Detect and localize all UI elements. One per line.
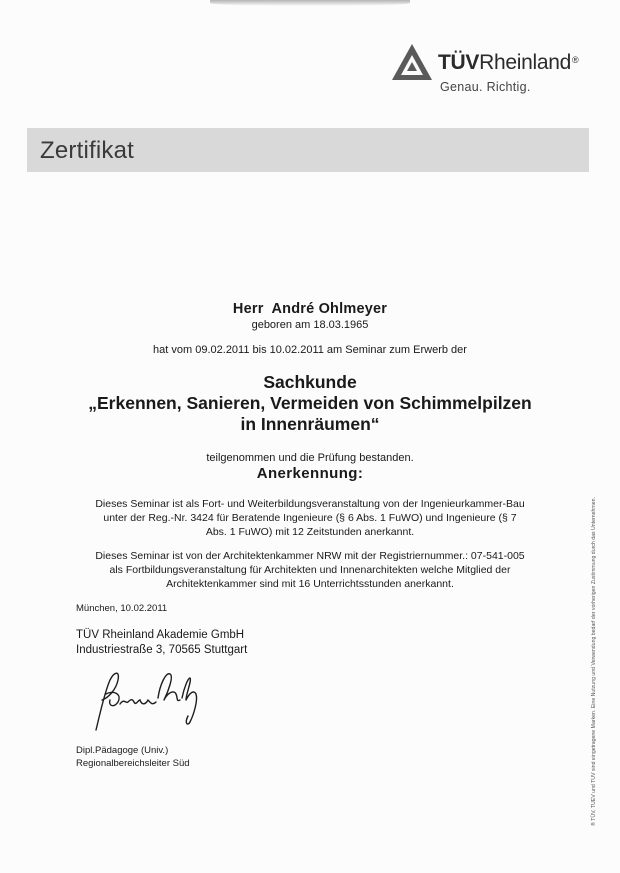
para1-line: Abs. 1 FuWO) mit 12 Zeitstunden anerkannt.	[205, 526, 415, 538]
logo-brand-bold: TÜV	[438, 51, 480, 74]
recognition-paragraph-1	[60, 497, 560, 539]
seminar-period: hat vom 09.02.2011 bis 10.02.2011 am Seminar zum Erwerb der	[153, 344, 467, 356]
recipient-birth: geboren am 18.03.1965	[251, 319, 369, 331]
scan-shadow	[210, 0, 410, 6]
signer-block	[76, 745, 190, 770]
signer-title: Dipl.Pädagoge (Univ.)	[76, 745, 169, 756]
para2-line: Dieses Seminar ist von der Architektenkammer NRW mit der Registriernummer.: 07-541-005	[95, 550, 525, 562]
recognition-paragraph-2	[60, 549, 560, 591]
tuv-rheinland-logo	[388, 40, 598, 100]
recipient-name: Herr André Ohlmeyer	[232, 301, 388, 317]
handwritten-signature	[84, 664, 214, 736]
para2-line: Architektenkammer sind mit 16 Unterrichtsstunden anerkannt.	[166, 578, 454, 590]
para1-line: Dieses Seminar ist als Fort- und Weiterbildungsveranstaltung von der Ingenieurkammer-Bau	[95, 498, 525, 510]
organization-address: Industriestraße 3, 70565 Stuttgart	[76, 644, 248, 656]
trademark-note: ® TÜV, TUEV und TUV sind eingetragene Marken. Eine Nutzung und Verwendung bedarf der vorherigen Zustimmung durch das Unternehmen.	[591, 497, 597, 826]
subject-line-2: „Erkennen, Sanieren, Vermeiden von Schimmelpilzen	[88, 393, 532, 413]
recognition-heading: Anerkennung:	[256, 465, 364, 482]
document-title: Zertifikat	[40, 137, 135, 164]
para2-line: als Fortbildungsveranstaltung für Architekten und Innenarchitekten welche Mitglied der	[109, 564, 511, 576]
subject-line-3: in Innenräumen“	[240, 414, 380, 434]
signer-role: Regionalbereichsleiter Süd	[76, 757, 190, 769]
logo-brand-rest: Rheinland	[479, 51, 571, 74]
tuv-triangle-icon	[390, 42, 434, 82]
subject-line-1: Sachkunde	[263, 372, 357, 392]
registered-mark: ®	[571, 55, 579, 65]
place-date: München, 10.02.2011	[76, 603, 168, 614]
logo-tagline: Genau. Richtig.	[440, 80, 531, 94]
passed-statement: teilgenommen und die Prüfung bestanden.	[206, 452, 414, 464]
para1-line: unter der Reg.-Nr. 3424 für Beratende Ingenieure (§ 6 Abs. 1 FuWO) und Ingenieure (§ 7	[103, 512, 517, 524]
seminar-subject	[40, 372, 580, 435]
issuing-organization	[76, 628, 247, 658]
organization-name: TÜV Rheinland Akademie GmbH	[76, 629, 245, 641]
logo-wordmark	[438, 51, 578, 75]
title-band	[27, 128, 589, 172]
